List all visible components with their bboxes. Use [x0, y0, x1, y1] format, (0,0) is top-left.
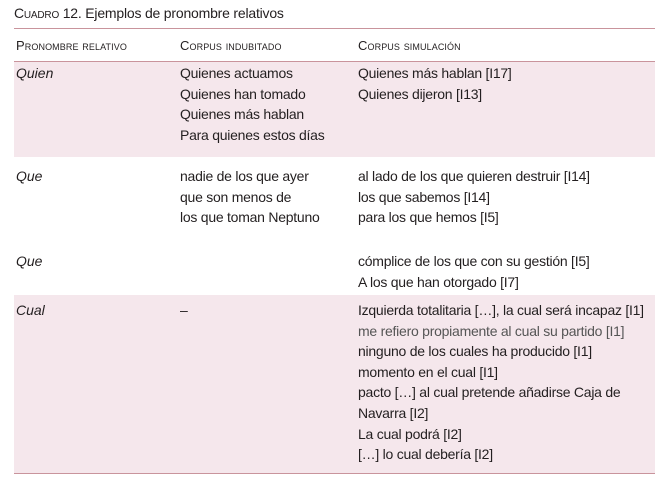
row-pronoun-cual: Cual — [16, 302, 45, 318]
table-caption — [14, 5, 284, 21]
row-indubitado-cual — [180, 300, 188, 321]
corpus-line: A los que han otorgado [I7] — [358, 273, 519, 290]
corpus-line: Navarra [I2] — [358, 404, 429, 421]
corpus-line: Quienes más hablan [I17] — [358, 65, 512, 81]
corpus-line: […] lo cual debería [I2] — [358, 446, 493, 463]
header-pronombre-relativo: Pronombre relativo — [16, 38, 127, 53]
row-pronoun-quien: Quien — [16, 65, 54, 81]
corpus-line: me refiero propiamente al cual su partido [I1] — [358, 322, 625, 339]
table-bottom-rule — [14, 473, 655, 474]
corpus-line: cómplice de los que con su gestión [I5] — [358, 253, 590, 269]
header-corpus-indubitado: Corpus indubitado — [180, 38, 282, 53]
row-simulacion-cual — [358, 300, 644, 465]
corpus-line: para los que hemos [I5] — [358, 209, 499, 226]
corpus-line: Quienes más hablan — [180, 106, 304, 123]
row-simulacion-que — [358, 166, 590, 228]
corpus-line: momento en el cual [I1] — [358, 363, 498, 380]
row-pronoun-que: Que — [16, 168, 43, 184]
row-pronoun-que-2: Que — [16, 253, 43, 269]
table-top-rule — [14, 28, 655, 29]
corpus-line: La cual podrá [I2] — [358, 425, 462, 442]
row-simulacion-que-2 — [358, 251, 590, 292]
corpus-line: pacto […] al cual pretende añadirse Caja de — [358, 384, 621, 401]
corpus-line: los que sabemos [I14] — [358, 188, 490, 205]
corpus-line: Izquierda totalitaria […], la cual será incapaz [I1] — [358, 302, 644, 318]
corpus-line: al lado de los que quieren destruir [I14] — [358, 168, 590, 184]
corpus-line: Quienes actuamos — [180, 65, 293, 81]
header-corpus-simulacion: Corpus simulación — [358, 38, 461, 53]
row-indubitado-quien — [180, 63, 324, 145]
corpus-line: que son menos de — [180, 188, 292, 205]
row-band-quien — [14, 62, 655, 157]
corpus-line: Para quienes estos días — [180, 126, 325, 143]
row-simulacion-quien — [358, 63, 512, 104]
corpus-line: – — [180, 302, 188, 318]
corpus-line: Quienes dijeron [I13] — [358, 85, 482, 102]
corpus-line: los que toman Neptuno — [180, 209, 320, 226]
caption-text: 12. Ejemplos de pronombre relativos — [59, 5, 284, 21]
corpus-line: Quienes han tomado — [180, 85, 306, 102]
row-indubitado-que — [180, 166, 320, 228]
caption-label: Cuadro — [14, 5, 60, 21]
corpus-line: nadie de los que ayer — [180, 168, 309, 184]
corpus-line: ninguno de los cuales ha producido [I1] — [358, 343, 592, 360]
